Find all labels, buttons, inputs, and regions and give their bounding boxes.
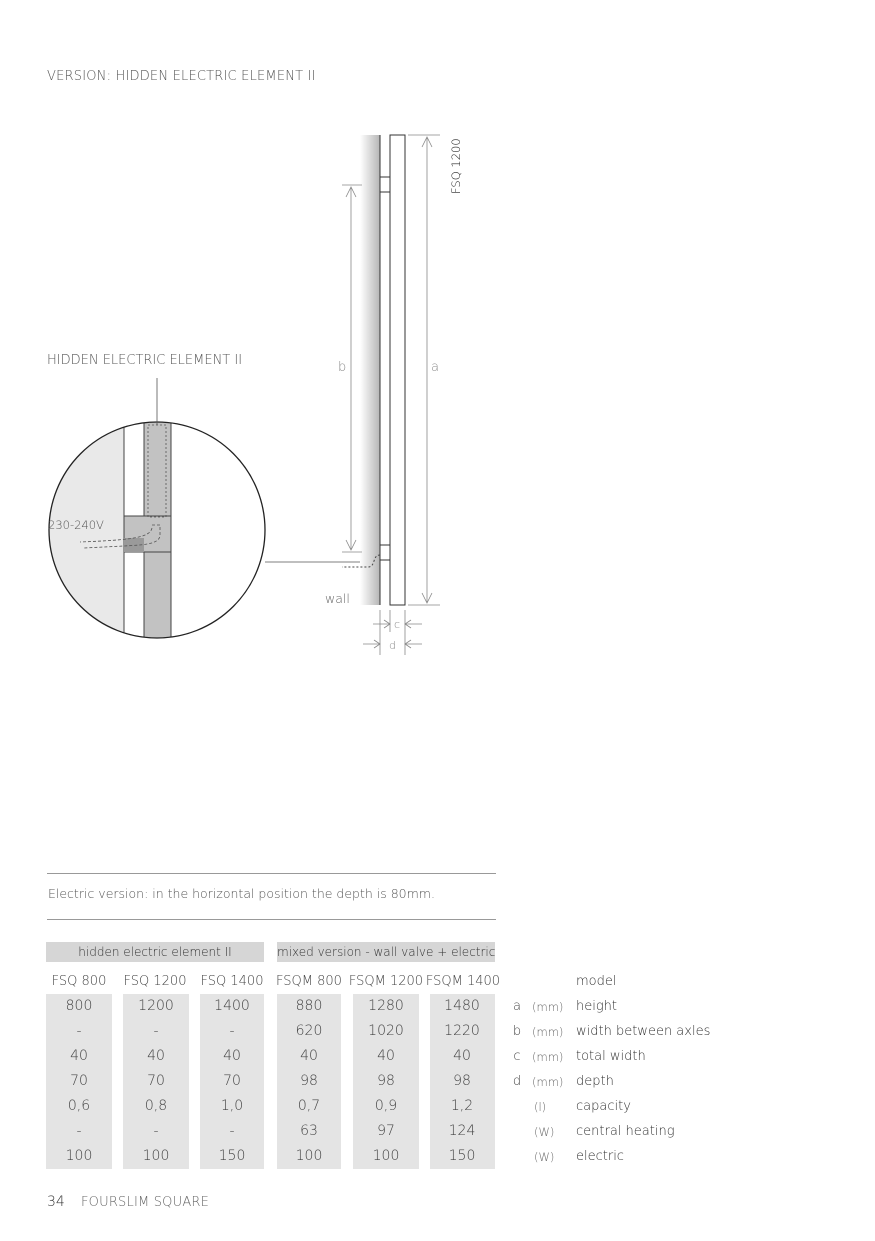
row-unit: (l)	[534, 1100, 547, 1114]
model-fsqm-800: FSQM 800	[276, 974, 342, 989]
model-fsqm-1400: FSQM 1400	[425, 974, 501, 989]
table-cell: 0,8	[144, 1098, 168, 1114]
table-cell: 1,2	[450, 1098, 474, 1114]
model-fsq-1200: FSQ 1200	[123, 974, 187, 989]
table-cell: -	[229, 1023, 235, 1039]
version-label: VERSION: HIDDEN ELECTRIC ELEMENT II	[47, 69, 316, 84]
table-cell: 70	[70, 1073, 88, 1089]
table-cell: 150	[448, 1148, 476, 1164]
divider-top	[47, 873, 496, 874]
table-cell: 98	[377, 1073, 395, 1089]
table-cell: 1220	[444, 1023, 480, 1039]
table-cell: 98	[300, 1073, 318, 1089]
table-cell: 1280	[368, 998, 404, 1014]
table-cell: -	[229, 1123, 235, 1139]
row-letter: a	[513, 999, 521, 1014]
table-cell: 70	[223, 1073, 241, 1089]
table-cell: 70	[147, 1073, 165, 1089]
table-cell: 0,6	[67, 1098, 91, 1114]
wall-section	[360, 135, 380, 605]
label-a: a	[431, 360, 439, 375]
row-unit: (mm)	[532, 1050, 564, 1064]
model-fsq-800: FSQ 800	[51, 974, 107, 989]
group-header-hidden-electric: hidden electric element II	[46, 942, 264, 962]
radiator-profile	[390, 135, 405, 605]
table-cell: 800	[65, 998, 93, 1014]
table-cell: 124	[448, 1123, 476, 1139]
depth-note: Electric version: in the horizontal position the depth is 80mm.	[48, 886, 435, 901]
table-cell: 40	[147, 1048, 165, 1064]
row-letter: b	[512, 1024, 522, 1039]
row-label: height	[576, 999, 617, 1014]
row-unit: (mm)	[532, 1075, 564, 1089]
row-unit: (W)	[534, 1150, 555, 1164]
table-cell: 1200	[138, 998, 174, 1014]
table-cell: 97	[377, 1123, 395, 1139]
detail-magnifier	[40, 378, 265, 640]
table-cell: -	[76, 1123, 82, 1139]
label-b: b	[338, 360, 347, 375]
detail-title: HIDDEN ELECTRIC ELEMENT II	[47, 353, 243, 368]
table-cell: 100	[295, 1148, 323, 1164]
table-cell: 1400	[214, 998, 250, 1014]
model-fsqm-1200: FSQM 1200	[348, 974, 424, 989]
table-cell: 40	[377, 1048, 395, 1064]
row-unit: (mm)	[532, 1025, 564, 1039]
row-label: capacity	[576, 1099, 631, 1114]
table-cell: 620	[295, 1023, 323, 1039]
model-label-vertical: FSQ 1200	[449, 138, 463, 194]
table-cell: 63	[300, 1123, 318, 1139]
table-cell: 100	[142, 1148, 170, 1164]
table-cell: -	[76, 1023, 82, 1039]
catalog-title: FOURSLIM SQUARE	[81, 1195, 210, 1210]
divider-bottom	[47, 919, 496, 920]
group-header-mixed-version: mixed version - wall valve + electric	[277, 942, 495, 962]
table-cell: 40	[223, 1048, 241, 1064]
table-cell: 880	[295, 998, 323, 1014]
table-cell: -	[153, 1123, 159, 1139]
label-d: d	[389, 639, 396, 652]
row-label: central heating	[576, 1124, 675, 1139]
table-cell: 98	[453, 1073, 471, 1089]
table-cell: 1020	[368, 1023, 404, 1039]
table-cell: 150	[218, 1148, 246, 1164]
table-cell: -	[153, 1023, 159, 1039]
table-cell: 100	[372, 1148, 400, 1164]
row-label: depth	[576, 1074, 614, 1089]
row-label: electric	[576, 1149, 624, 1164]
table-cell: 40	[453, 1048, 471, 1064]
row-unit: (mm)	[532, 1000, 564, 1014]
voltage-label: 230-240V	[48, 518, 104, 532]
row-label: total width	[576, 1049, 646, 1064]
table-cell: 1,0	[220, 1098, 244, 1114]
table-cell: 40	[70, 1048, 88, 1064]
model-fsq-1400: FSQ 1400	[200, 974, 264, 989]
label-c: c	[394, 618, 401, 631]
bracket-top	[380, 177, 390, 192]
table-cell: 0,7	[297, 1098, 321, 1114]
page-number: 34	[47, 1194, 65, 1210]
table-cell: 100	[65, 1148, 93, 1164]
bracket-bottom	[380, 545, 390, 560]
table-cell: 40	[300, 1048, 318, 1064]
model-row-label: model	[576, 974, 617, 989]
row-letter: d	[512, 1074, 522, 1089]
table-cell: 1480	[444, 998, 480, 1014]
row-label: width between axles	[576, 1024, 711, 1039]
row-unit: (W)	[534, 1125, 555, 1139]
row-letter: c	[513, 1049, 521, 1064]
table-cell: 0,9	[374, 1098, 398, 1114]
wall-label: wall	[325, 591, 350, 606]
